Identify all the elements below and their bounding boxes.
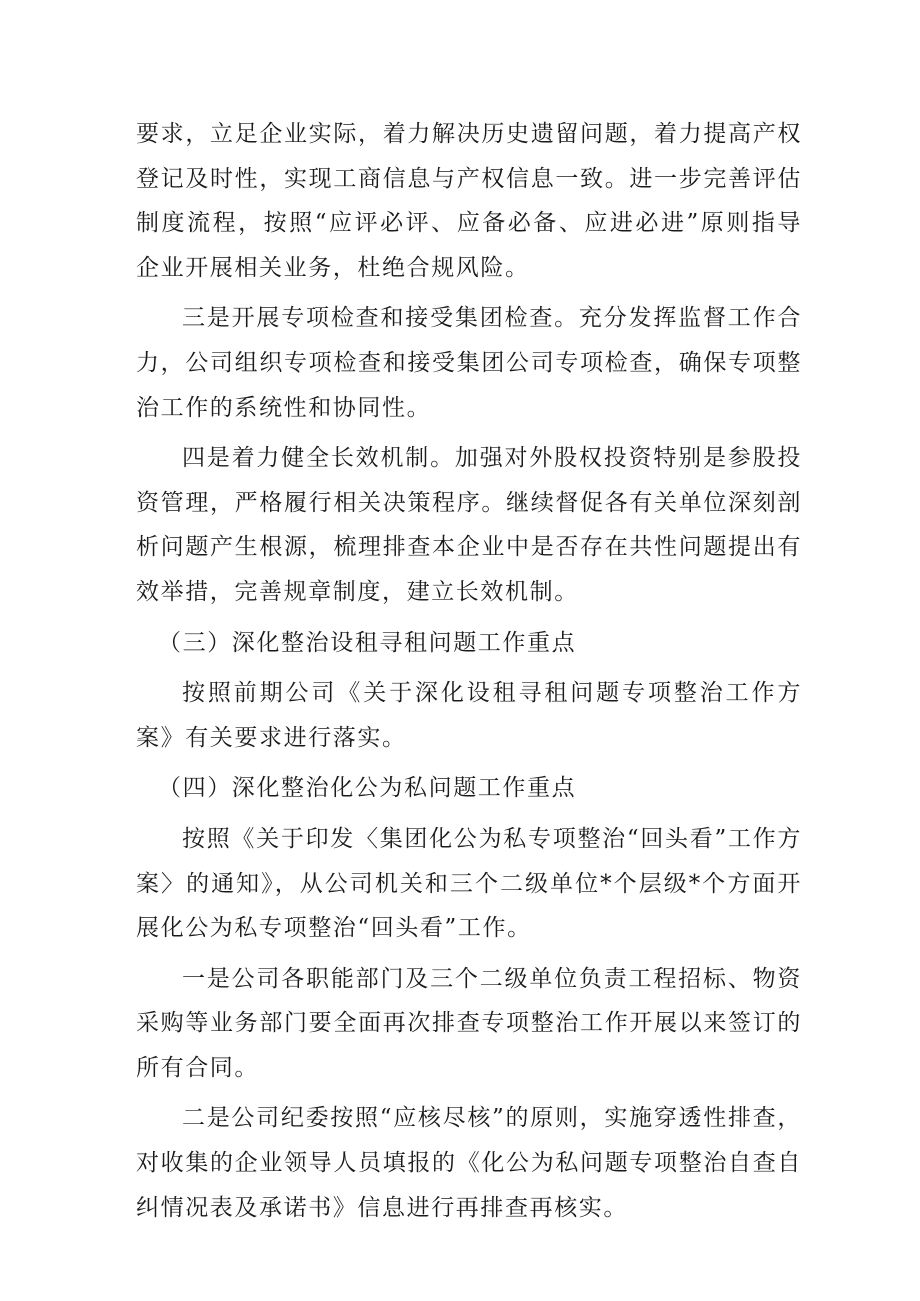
paragraph-contract-review: 一是公司各职能部门及三个二级单位负责工程招标、物资采购等业务部门要全面再次排查专项整治工作开展以来签订的所有合同。 [136,965,802,1081]
paragraph-look-back-notice: 按照《关于印发〈集团化公为私专项整治“回头看”工作方案〉的通知》，从公司机关和三个二级单位*个层级*个方面开展化公为私专项整治“回头看”工作。 [136,825,802,942]
document-body [136,112,802,1236]
paragraph-discipline-verification: 二是公司纪委按照“应核尽核”的原则，实施穿透性排查，对收集的企业领导人员填报的《化公为私问题专项整治自查自纠情况表及承诺书》信息进行再排查再核实。 [136,1105,802,1221]
paragraph-long-term-mechanism: 四是着力健全长效机制。加强对外股权投资特别是参股投资管理，严格履行相关决策程序。继续督促各有关单位深刻剖析问题产生根源，梳理排查本企业中是否存在共性问题提出有效举措，完善规章制度，建立长效机制。 [136,445,802,605]
paragraph-special-inspection: 三是开展专项检查和接受集团检查。充分发挥监督工作合力，公司组织专项检查和接受集团公司专项检查，确保专项整治工作的系统性和协同性。 [136,305,802,421]
paragraph-evaluation-process: 要求，立足企业实际，着力解决历史遗留问题，着力提高产权登记及时性，实现工商信息与产权信息一致。进一步完善评估制度流程，按照“应评必评、应备必备、应进必进”原则指导企业开展相关业务，杜绝合规风险。 [136,121,802,281]
section-heading-embezzlement: （四）深化整治化公为私问题工作重点 [158,775,577,802]
paragraph-rent-seeking-plan: 按照前期公司《关于深化设租寻租问题专项整治工作方案》有关要求进行落实。 [136,680,802,751]
section-heading-rent-seeking: （三）深化整治设租寻租问题工作重点 [158,629,577,656]
